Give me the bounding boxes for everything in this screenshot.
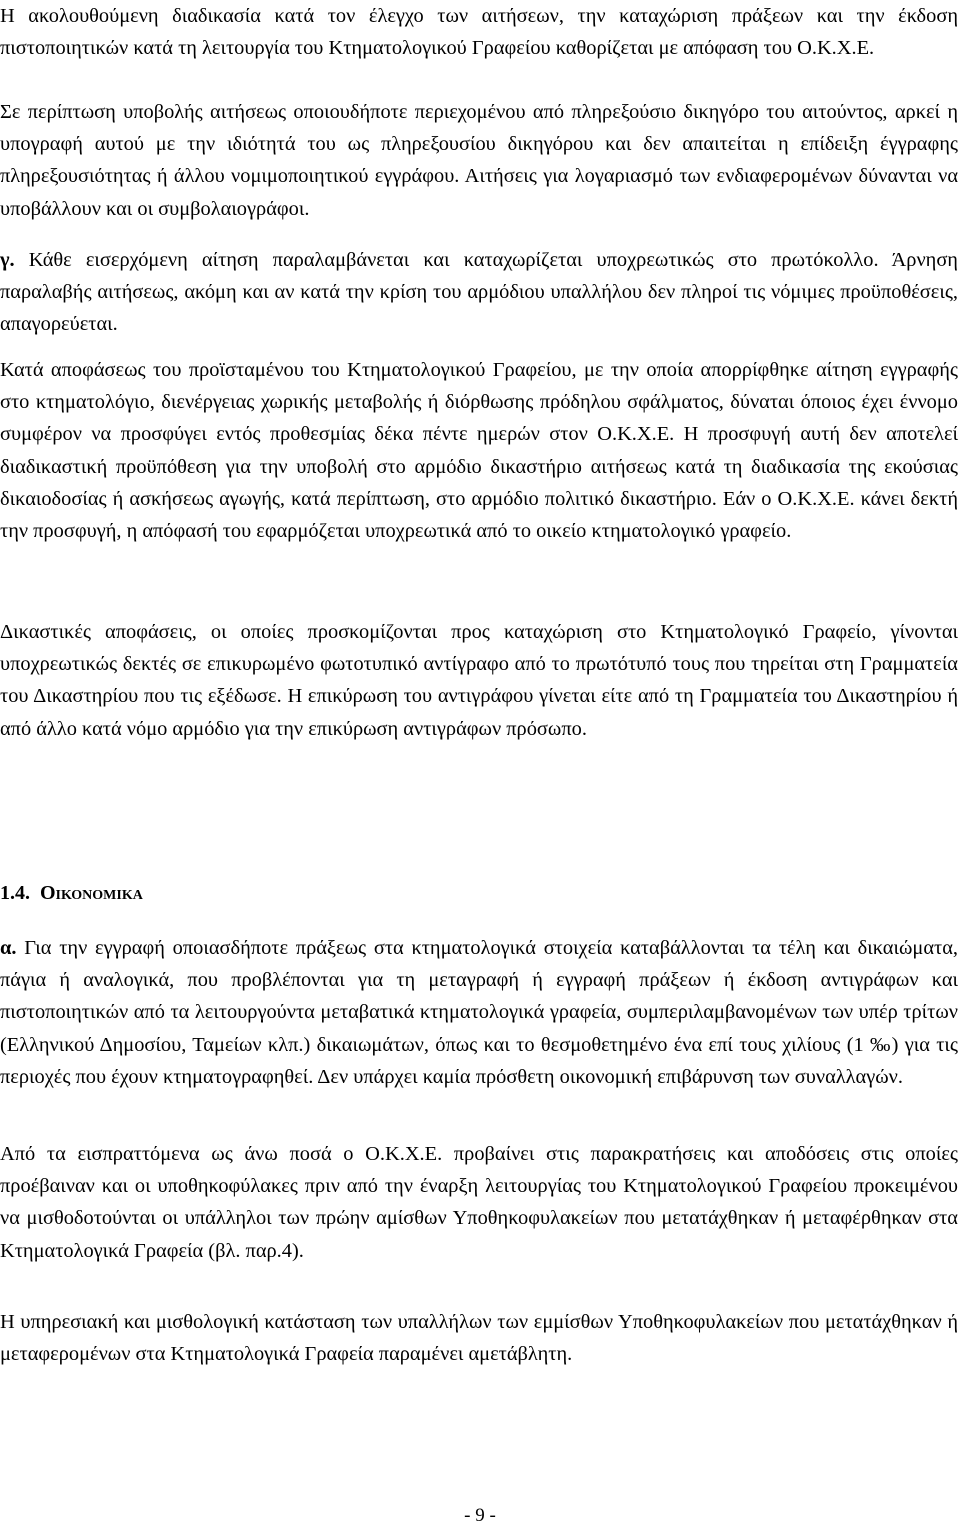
paragraph-fees [0,932,958,1093]
section-number: 1.4. [0,882,30,904]
paragraph-appeal-decision: Κατά αποφάσεως του προϊσταμένου του Κτηματολογικού Γραφείου, με την οποία απορρίφθηκε αίτηση εγγραφής στο κτηματολόγιο, διενέργειας χωρικής μεταβολής ή διόρθωσης πρόδηλου σφάλματος, δύναται όποιος έχει έννομο συμφέρον να προσφύγει εντός προθεσμίας δέκα πέντε ημερών στον Ο.Κ.Χ.Ε. Η προσφυγή αυτή δεν αποτελεί διαδικαστική προϋπόθεση για την υποβολή στο αρμόδιο δικαστήριο αιτήσεως κατά τη διαδικασία της εκούσιας δικαιοδοσίας ή ασκήσεως αγωγής, κατά περίπτωση, στο αρμόδιο πολιτικό δικαστήριο. Εάν ο Ο.Κ.Χ.Ε. κάνει δεκτή την προσφυγή, η απόφασή του εφαρμόζεται υποχρεωτικά από το οικείο κτηματολογικό γραφείο. [0,359,958,543]
list-marker-gamma: γ. [0,249,15,271]
paragraph-procedure-decision: Η ακολουθούμενη διαδικασία κατά τον έλεγχο των αιτήσεων, την καταχώριση πράξεων και την έκδοση πιστοποιητικών κατά τη λειτουργία του Κτηματολογικού Γραφείου καθορίζεται με απόφαση του Ο.Κ.Χ.Ε. [0,5,958,60]
paragraph-protocol-registration [0,244,958,341]
paragraph-court-decisions: Δικαστικές αποφάσεις, οι οποίες προσκομίζονται προς καταχώριση στο Κτηματολογικό Γραφείο, γίνονται υποχρεωτικώς δεκτές σε επικυρωμένο φωτοτυπικό αντίγραφο από το πρωτότυπό τους που τηρείται στη Γραμματεία του Δικαστηρίου που τις εξέδωσε. Η επικύρωση του αντιγράφου γίνεται είτε από τη Γραμματεία του Δικαστηρίου ή από άλλο κατά νόμο αρμόδιο για την επικύρωση αντιγράφων πρόσωπο. [0,621,958,740]
page-number: - 9 - [464,1505,496,1526]
paragraph-lawyer-submission: Σε περίπτωση υποβολής αιτήσεως οποιουδήποτε περιεχομένου από πληρεξούσιο δικηγόρο του αιτούντος, αρκεί η υπογραφή αυτού με την ιδιότητά του ως πληρεξουσίου δικηγόρου και δεν απαιτείται η επίδειξη έγγραφης πληρεξουσιότητας ή άλλου νομιμοποιητικού εγγράφου. Αιτήσεις για λογαριασμό των ενδιαφερομένων δύνανται να υποβάλλουν και οι συμβολαιογράφοι. [0,101,958,220]
list-marker-alpha: α. [0,937,17,959]
paragraph-fees-text: Για την εγγραφή οποιασδήποτε πράξεως στα κτηματολογικά στοιχεία καταβάλλονται τα τέλη και δικαιώματα, πάγια ή αναλογικά, που προβλέπονται για τη μεταγραφή ή εγγραφή πράξεων ή έκδοση αντιγράφων και πιστοποιητικών από τα λειτουργούντα μεταβατικά κτηματολογικά γραφεία, συμπεριλαμβανομένων των υπέρ τρίτων (Ελληνικού Δημοσίου, Ταμείων κλπ.) δικαιωμάτων, όπως και το θεσμοθετημένο ένα επί τους χιλίους (1 ‰) για τις περιοχές που έχουν κτηματογραφηθεί. Δεν υπάρχει καμία πρόσθετη οικονομική επιβάρυνση των συναλλαγών. [0,937,958,1088]
paragraph-protocol-text: Κάθε εισερχόμενη αίτηση παραλαμβάνεται και καταχωρίζεται υποχρεωτικώς στο πρωτόκολλο. Άρνηση παραλαβής αιτήσεως, ακόμη και αν κατά την κρίση του αρμόδιου υπαλλήλου δεν πληροί τις νόμιμες προϋποθέσεις, απαγορεύεται. [0,249,958,336]
section-title: Οικονομικα [40,882,143,904]
section-heading [0,878,143,908]
paragraph-staff-status: Η υπηρεσιακή και μισθολογική κατάσταση των υπαλλήλων των εμμίσθων Υποθηκοφυλακείων που μετατάχθηκαν ή μεταφερομένων στα Κτηματολογικά Γραφεία παραμένει αμετάβλητη. [0,1311,958,1366]
paragraph-withholdings: Από τα εισπραττόμενα ως άνω ποσά ο Ο.Κ.Χ.Ε. προβαίνει στις παρακρατήσεις και αποδόσεις στις οποίες προέβαιναν και οι υποθηκοφύλακες πριν από την έναρξη λειτουργίας του Κτηματολογικού Γραφείου προκειμένου να μισθοδοτούνται οι υπάλληλοι των πρώην αμίσθων Υποθηκοφυλακείων που μετατάχθηκαν ή μεταφέρθηκαν στα Κτηματολογικά Γραφεία (βλ. παρ.4). [0,1143,958,1262]
